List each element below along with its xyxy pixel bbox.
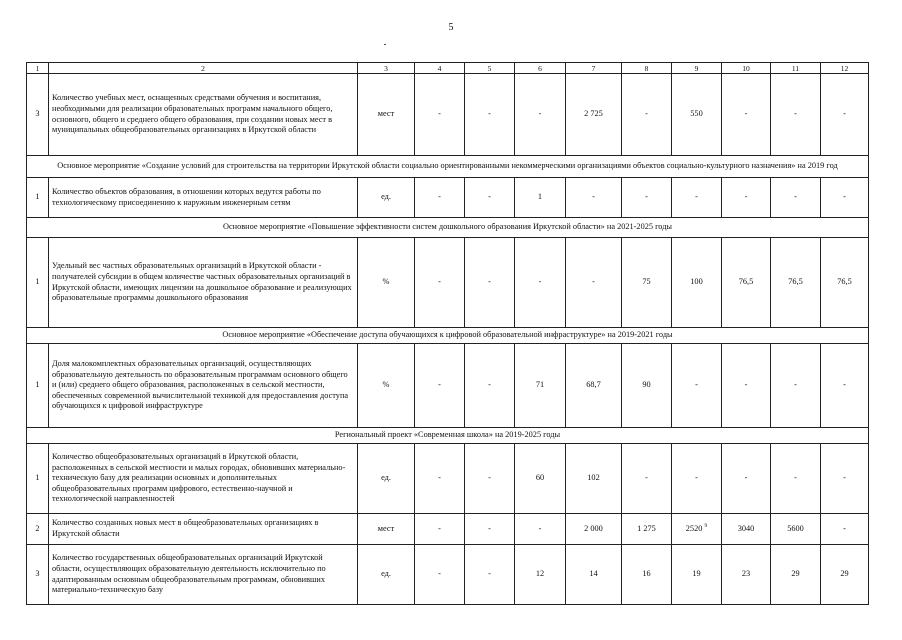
table-row — [27, 344, 869, 428]
table-row — [27, 238, 869, 328]
value-text: - — [794, 109, 797, 119]
value-cell — [415, 545, 465, 605]
unit-of-measure: мест — [358, 74, 415, 156]
value-text: - — [843, 192, 846, 202]
value-cell — [771, 344, 821, 428]
value-cell — [821, 238, 869, 328]
value-text: 68,7 — [586, 380, 601, 390]
value-cell — [821, 74, 869, 156]
value-text: 5600 — [787, 523, 804, 533]
unit-of-measure: ед. — [358, 545, 415, 605]
value-cell — [415, 238, 465, 328]
indicator-description: Удельный вес частных образовательных организаций в Иркутской области - получателей субсидии в общем количестве частных образовательных организаций в Иркутской области, имеющих лицензии на дошкольное образование и реализующих образовательные программы дошкольного образования — [49, 238, 358, 328]
value-text: 550 — [690, 109, 703, 119]
value-text: - — [744, 109, 748, 119]
table-row — [27, 74, 869, 156]
value-text: 76,5 — [837, 277, 852, 287]
row-number: 3 — [27, 74, 49, 156]
row-number: 1 — [27, 238, 49, 328]
column-number: 2 — [49, 63, 358, 74]
value-cell — [465, 178, 515, 218]
value-text: 29 — [840, 569, 849, 579]
value-text: - — [695, 473, 698, 483]
value-cell — [771, 74, 821, 156]
section-heading: Основное мероприятие «Обеспечение доступа обучающихся к цифровой образовательной инфраструктуре» на 2019-2021 годы — [27, 328, 869, 344]
value-cell — [622, 178, 672, 218]
row-number: 1 — [27, 344, 49, 428]
value-cell — [722, 344, 771, 428]
section-heading: Региональный проект «Современная школа» на 2019-2025 годы — [27, 428, 869, 444]
value-text: - — [438, 473, 441, 483]
value-text: 75 — [642, 277, 651, 287]
value-text: - — [645, 109, 648, 119]
section-heading: Основное мероприятие «Создание условий для строительства на территории Иркутской области социально ориентированными некоммерческими организациями объектов социально-культурного назначения» на 2019 год — [27, 156, 869, 178]
value-text: - — [744, 473, 748, 483]
value-cell — [622, 444, 672, 514]
value-cell — [622, 238, 672, 328]
value-text: 19 — [692, 569, 701, 579]
value-cell — [566, 545, 622, 605]
value-text: - — [843, 473, 846, 483]
value-text: 12 — [535, 569, 545, 579]
value-cell — [515, 178, 566, 218]
value-cell — [722, 178, 771, 218]
column-number: 4 — [415, 63, 465, 74]
value-text: - — [438, 277, 441, 287]
value-cell — [722, 238, 771, 328]
value-cell — [566, 444, 622, 514]
value-text: 23 — [741, 569, 751, 579]
value-text: - — [438, 192, 441, 202]
value-text: 1 — [537, 192, 543, 202]
column-number: 5 — [465, 63, 515, 74]
value-text: - — [488, 192, 491, 202]
value-text: - — [438, 109, 441, 119]
value-text: - — [538, 523, 542, 533]
value-text: 71 — [535, 380, 545, 390]
value-cell — [566, 514, 622, 545]
value-text: - — [438, 523, 441, 533]
value-cell — [465, 514, 515, 545]
value-cell — [465, 444, 515, 514]
value-text: - — [438, 380, 441, 390]
value-text: 100 — [690, 277, 703, 287]
indicator-description: Количество учебных мест, оснащенных средствами обучения и воспитания, необходимыми для реализации образовательных программ начального общего, основного, общего и среднего общего образования, при создании новых мест в муниципальных общеобразовательных организациях в Иркутской области — [49, 74, 358, 156]
scan-speck — [384, 44, 386, 45]
value-cell — [722, 444, 771, 514]
value-cell — [771, 178, 821, 218]
row-number: 2 — [27, 514, 49, 545]
value-cell — [821, 344, 869, 428]
value-cell — [771, 514, 821, 545]
value-cell — [672, 74, 722, 156]
value-text: - — [645, 192, 648, 202]
value-text: - — [695, 192, 698, 202]
value-cell — [465, 74, 515, 156]
value-text: 1 275 — [637, 523, 656, 533]
column-number-row — [27, 63, 869, 74]
table-row — [27, 545, 869, 605]
value-cell — [821, 444, 869, 514]
value-text: - — [794, 473, 797, 483]
section-heading-row — [27, 156, 869, 178]
table-row — [27, 514, 869, 545]
unit-of-measure: мест — [358, 514, 415, 545]
column-number: 10 — [722, 63, 771, 74]
row-number: 1 — [27, 178, 49, 218]
value-cell — [515, 344, 566, 428]
value-text: - — [695, 380, 698, 390]
section-heading-row — [27, 428, 869, 444]
value-cell — [672, 514, 722, 545]
value-cell — [821, 178, 869, 218]
value-cell — [722, 514, 771, 545]
column-number: 6 — [515, 63, 566, 74]
value-text: 14 — [589, 569, 598, 579]
section-heading-row — [27, 328, 869, 344]
value-cell — [515, 514, 566, 545]
indicators-table — [26, 62, 869, 605]
value-cell — [722, 545, 771, 605]
unit-of-measure: % — [358, 344, 415, 428]
value-text: - — [592, 192, 595, 202]
unit-of-measure: ед. — [358, 178, 415, 218]
column-number: 7 — [566, 63, 622, 74]
value-text: 76,5 — [738, 277, 754, 287]
value-cell — [415, 178, 465, 218]
page-number: 5 — [448, 22, 454, 33]
value-text: - — [488, 569, 491, 579]
value-text: - — [794, 192, 797, 202]
value-cell — [515, 545, 566, 605]
indicator-description: Количество созданных новых мест в общеобразовательных организациях в Иркутской области — [49, 514, 358, 545]
value-text: 2520 — [685, 523, 703, 533]
column-number: 11 — [771, 63, 821, 74]
value-text: - — [744, 380, 748, 390]
value-text: - — [645, 473, 648, 483]
value-text: - — [538, 109, 542, 119]
value-text: - — [794, 380, 797, 390]
value-cell — [515, 238, 566, 328]
column-number: 8 — [622, 63, 672, 74]
value-cell — [465, 344, 515, 428]
value-cell — [821, 545, 869, 605]
value-cell — [722, 74, 771, 156]
value-cell — [622, 545, 672, 605]
indicator-description: Количество общеобразовательных организаций в Иркутской области, расположенных в сельской местности и малых городах, обновивших материально-техническую базу для реализации основных и дополнительных общеобразовательных программ цифрового, естественно-научной и технологической направленностей — [49, 444, 358, 514]
column-number: 3 — [358, 63, 415, 74]
value-cell — [672, 178, 722, 218]
indicator-description: Количество объектов образования, в отношении которых ведутся работы по технологическому присоединению к наружным инженерным сетям — [49, 178, 358, 218]
section-heading: Основное мероприятие «Повышение эффективности систем дошкольного образования Иркутской области» на 2021-2025 годы — [27, 218, 869, 238]
value-cell — [821, 514, 869, 545]
value-cell — [566, 238, 622, 328]
value-text: 29 — [791, 569, 800, 579]
value-cell — [415, 514, 465, 545]
value-text: - — [488, 473, 491, 483]
value-cell — [771, 238, 821, 328]
value-cell — [672, 444, 722, 514]
value-text: - — [744, 192, 748, 202]
value-text: - — [843, 380, 846, 390]
value-cell — [672, 238, 722, 328]
column-number: 1 — [27, 63, 49, 74]
value-text: 2 000 — [584, 523, 603, 533]
value-text: - — [488, 523, 491, 533]
value-cell — [622, 514, 672, 545]
value-text: 60 — [535, 473, 545, 483]
value-cell — [622, 344, 672, 428]
value-text: - — [538, 277, 542, 287]
value-cell — [515, 74, 566, 156]
table-row — [27, 444, 869, 514]
value-cell — [672, 344, 722, 428]
value-text: - — [488, 380, 491, 390]
table-row — [27, 178, 869, 218]
value-cell — [566, 74, 622, 156]
value-text: 16 — [642, 569, 651, 579]
value-text: 3040 — [737, 523, 755, 533]
value-cell — [566, 178, 622, 218]
value-cell — [515, 444, 566, 514]
column-number: 9 — [672, 63, 722, 74]
unit-of-measure: % — [358, 238, 415, 328]
value-text: - — [843, 523, 846, 533]
column-number: 12 — [821, 63, 869, 74]
section-heading-row — [27, 218, 869, 238]
value-text: - — [592, 277, 595, 287]
indicator-description: Доля малокомплектных образовательных организаций, осуществляющих образовательную деятельность по образовательным программам основного общего и (или) среднего общего образования, расположенных в сельской местности, обеспеченных современной вычислительной техникой для предоставления доступа обучающихся к цифровой инфраструктуре — [49, 344, 358, 428]
value-text: 2 725 — [584, 109, 603, 119]
row-number: 1 — [27, 444, 49, 514]
value-cell — [622, 74, 672, 156]
footnote-marker: 9 — [704, 522, 708, 529]
value-cell — [415, 344, 465, 428]
value-cell — [566, 344, 622, 428]
value-text: 76,5 — [788, 277, 803, 287]
row-number: 3 — [27, 545, 49, 605]
unit-of-measure: ед. — [358, 444, 415, 514]
value-cell — [465, 238, 515, 328]
value-cell — [771, 545, 821, 605]
value-cell — [465, 545, 515, 605]
value-text: - — [438, 569, 441, 579]
value-cell — [771, 444, 821, 514]
value-text: 102 — [587, 473, 600, 483]
value-cell — [672, 545, 722, 605]
value-cell — [415, 74, 465, 156]
indicator-description: Количество государственных общеобразовательных организаций Иркутской области, осуществляющих образовательную деятельность исключительно по адаптированным основным общеобразовательным программам, обновивших материально-техническую базу — [49, 545, 358, 605]
value-cell — [415, 444, 465, 514]
value-text: - — [843, 109, 846, 119]
value-text: - — [488, 277, 491, 287]
value-text: 90 — [642, 380, 651, 390]
value-text: - — [488, 109, 491, 119]
